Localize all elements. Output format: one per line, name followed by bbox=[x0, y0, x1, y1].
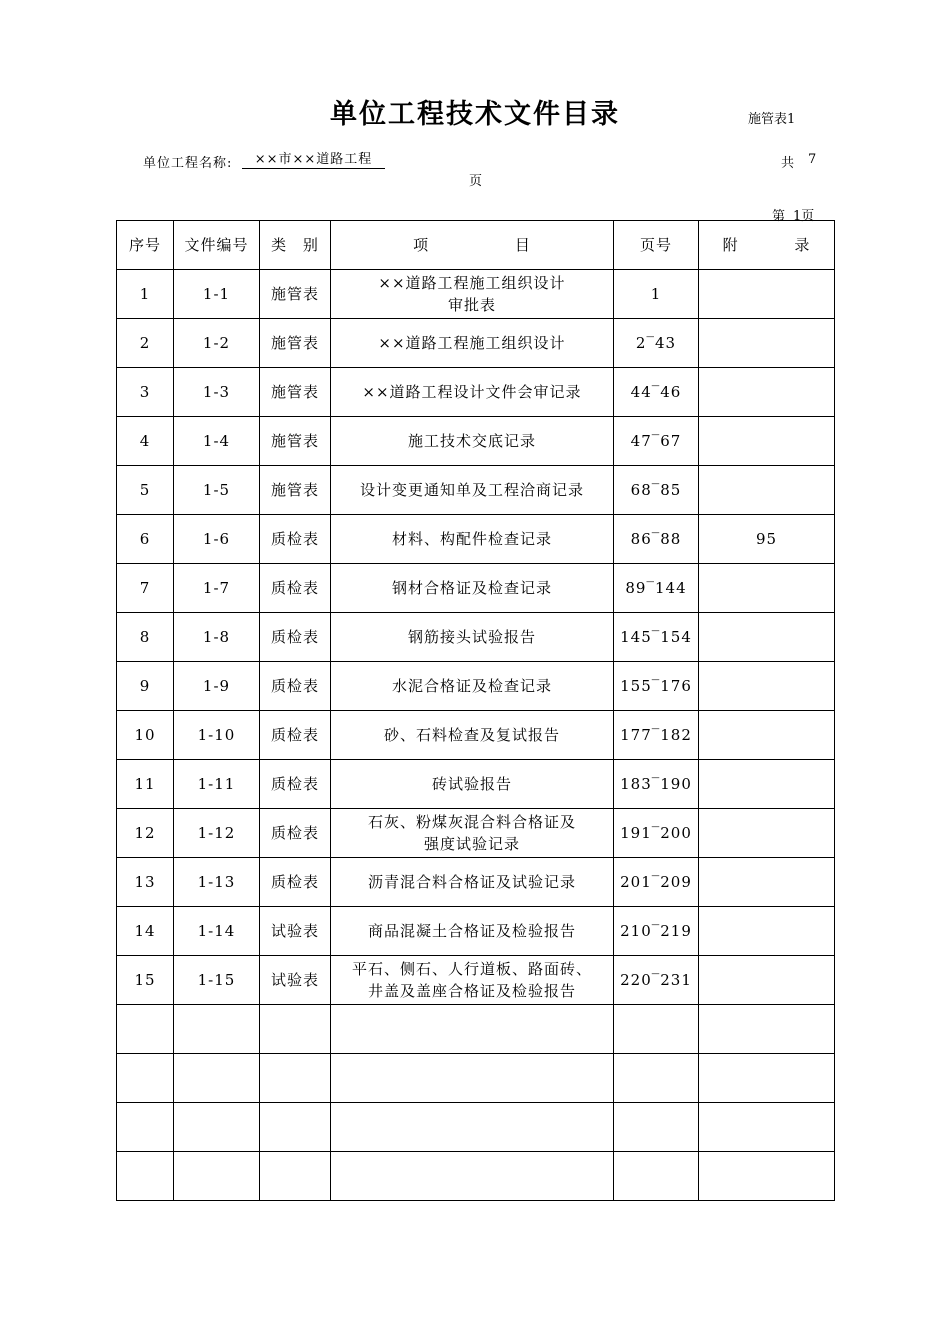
header-category: 类 别 bbox=[260, 221, 331, 270]
cell-file-code: 1-7 bbox=[174, 564, 260, 613]
table-header-row bbox=[117, 221, 835, 270]
cell-seq: 3 bbox=[117, 368, 174, 417]
table-row bbox=[117, 1103, 835, 1152]
cell-page-numbers bbox=[614, 1103, 699, 1152]
cell-file-code: 1-3 bbox=[174, 368, 260, 417]
cell-file-code: 1-10 bbox=[174, 711, 260, 760]
cell-attachment bbox=[699, 613, 835, 662]
cell-category bbox=[260, 1152, 331, 1201]
cell-file-code: 1-8 bbox=[174, 613, 260, 662]
cell-page-numbers: 2‾43 bbox=[614, 319, 699, 368]
cell-category: 质检表 bbox=[260, 760, 331, 809]
cell-category bbox=[260, 1054, 331, 1103]
cell-seq bbox=[117, 1005, 174, 1054]
cell-seq: 13 bbox=[117, 858, 174, 907]
form-code: 施管表1 bbox=[748, 112, 796, 127]
table-row bbox=[117, 613, 835, 662]
total-pages-value: 7 bbox=[808, 152, 817, 167]
cell-attachment bbox=[699, 466, 835, 515]
table-row bbox=[117, 858, 835, 907]
cell-item: 商品混凝土合格证及检验报告 bbox=[331, 907, 614, 956]
cell-seq: 14 bbox=[117, 907, 174, 956]
cell-attachment bbox=[699, 858, 835, 907]
cell-seq: 12 bbox=[117, 809, 174, 858]
cell-seq: 6 bbox=[117, 515, 174, 564]
table-row bbox=[117, 466, 835, 515]
cell-page-numbers: 86‾88 bbox=[614, 515, 699, 564]
cell-attachment bbox=[699, 662, 835, 711]
cell-seq: 8 bbox=[117, 613, 174, 662]
cell-page-numbers: 191‾200 bbox=[614, 809, 699, 858]
cell-attachment bbox=[699, 711, 835, 760]
total-pages-label: 共 bbox=[781, 156, 795, 171]
cell-page-numbers: 177‾182 bbox=[614, 711, 699, 760]
cell-file-code: 1-14 bbox=[174, 907, 260, 956]
table-row bbox=[117, 1054, 835, 1103]
cell-item: 设计变更通知单及工程洽商记录 bbox=[331, 466, 614, 515]
header-seq: 序号 bbox=[117, 221, 174, 270]
cell-category: 施管表 bbox=[260, 417, 331, 466]
cell-category: 施管表 bbox=[260, 466, 331, 515]
cell-attachment bbox=[699, 809, 835, 858]
cell-item bbox=[331, 1152, 614, 1201]
table-row bbox=[117, 417, 835, 466]
cell-attachment bbox=[699, 270, 835, 319]
cell-file-code bbox=[174, 1152, 260, 1201]
cell-seq: 15 bbox=[117, 956, 174, 1005]
cell-file-code bbox=[174, 1005, 260, 1054]
cell-seq bbox=[117, 1054, 174, 1103]
cell-category: 质检表 bbox=[260, 711, 331, 760]
cell-category: 质检表 bbox=[260, 662, 331, 711]
total-pages-unit: 页 bbox=[469, 174, 483, 189]
cell-page-numbers: 44‾46 bbox=[614, 368, 699, 417]
table-row bbox=[117, 711, 835, 760]
cell-item: 钢材合格证及检查记录 bbox=[331, 564, 614, 613]
cell-page-numbers bbox=[614, 1054, 699, 1103]
table-row bbox=[117, 1005, 835, 1054]
cell-attachment: 95 bbox=[699, 515, 835, 564]
header-attachment: 附 录 bbox=[699, 221, 835, 270]
cell-page-numbers: 1 bbox=[614, 270, 699, 319]
table-row bbox=[117, 1152, 835, 1201]
cell-seq: 7 bbox=[117, 564, 174, 613]
cell-attachment bbox=[699, 417, 835, 466]
cell-category: 试验表 bbox=[260, 907, 331, 956]
cell-attachment bbox=[699, 564, 835, 613]
cell-attachment bbox=[699, 1103, 835, 1152]
cell-file-code bbox=[174, 1054, 260, 1103]
table-row bbox=[117, 564, 835, 613]
cell-attachment bbox=[699, 760, 835, 809]
cell-file-code: 1-6 bbox=[174, 515, 260, 564]
document-title: 单位工程技术文件目录 bbox=[330, 99, 620, 130]
cell-item bbox=[331, 1103, 614, 1152]
cell-item: 砖试验报告 bbox=[331, 760, 614, 809]
cell-seq: 5 bbox=[117, 466, 174, 515]
cell-category: 质检表 bbox=[260, 564, 331, 613]
cell-category: 质检表 bbox=[260, 858, 331, 907]
cell-seq bbox=[117, 1152, 174, 1201]
cell-page-numbers: 89‾144 bbox=[614, 564, 699, 613]
cell-page-numbers: 201‾209 bbox=[614, 858, 699, 907]
table-row bbox=[117, 319, 835, 368]
cell-page-numbers: 183‾190 bbox=[614, 760, 699, 809]
cell-seq: 11 bbox=[117, 760, 174, 809]
table-row bbox=[117, 809, 835, 858]
cell-attachment bbox=[699, 907, 835, 956]
table-row bbox=[117, 270, 835, 319]
table-row bbox=[117, 368, 835, 417]
cell-file-code: 1-5 bbox=[174, 466, 260, 515]
page-number-label: 第 bbox=[772, 209, 786, 224]
cell-file-code bbox=[174, 1103, 260, 1152]
cell-page-numbers: 47‾67 bbox=[614, 417, 699, 466]
cell-attachment bbox=[699, 368, 835, 417]
cell-seq: 10 bbox=[117, 711, 174, 760]
cell-attachment bbox=[699, 1152, 835, 1201]
cell-item: ××道路工程设计文件会审记录 bbox=[331, 368, 614, 417]
cell-page-numbers: 210‾219 bbox=[614, 907, 699, 956]
cell-attachment bbox=[699, 1005, 835, 1054]
cell-item: 砂、石料检查及复试报告 bbox=[331, 711, 614, 760]
table-body bbox=[117, 270, 835, 1201]
table-row bbox=[117, 760, 835, 809]
cell-item: ××道路工程施工组织设计 审批表 bbox=[331, 270, 614, 319]
cell-page-numbers: 155‾176 bbox=[614, 662, 699, 711]
cell-item: ××道路工程施工组织设计 bbox=[331, 319, 614, 368]
cell-item bbox=[331, 1054, 614, 1103]
cell-file-code: 1-12 bbox=[174, 809, 260, 858]
cell-page-numbers bbox=[614, 1005, 699, 1054]
cell-file-code: 1-13 bbox=[174, 858, 260, 907]
header-page-numbers: 页号 bbox=[614, 221, 699, 270]
cell-file-code: 1-1 bbox=[174, 270, 260, 319]
cell-category: 试验表 bbox=[260, 956, 331, 1005]
unit-project-value: ××市××道路工程 bbox=[242, 152, 385, 169]
unit-project-label: 单位工程名称: bbox=[143, 156, 233, 171]
cell-category: 质检表 bbox=[260, 809, 331, 858]
cell-item: 施工技术交底记录 bbox=[331, 417, 614, 466]
cell-seq: 9 bbox=[117, 662, 174, 711]
cell-file-code: 1-15 bbox=[174, 956, 260, 1005]
cell-seq: 2 bbox=[117, 319, 174, 368]
cell-file-code: 1-9 bbox=[174, 662, 260, 711]
cell-category: 施管表 bbox=[260, 319, 331, 368]
cell-category: 施管表 bbox=[260, 368, 331, 417]
cell-item: 钢筋接头试验报告 bbox=[331, 613, 614, 662]
cell-item: 平石、侧石、人行道板、路面砖、 井盖及盖座合格证及检验报告 bbox=[331, 956, 614, 1005]
cell-page-numbers: 145‾154 bbox=[614, 613, 699, 662]
cell-item: 材料、构配件检查记录 bbox=[331, 515, 614, 564]
cell-file-code: 1-11 bbox=[174, 760, 260, 809]
cell-seq: 1 bbox=[117, 270, 174, 319]
cell-category: 施管表 bbox=[260, 270, 331, 319]
table-row bbox=[117, 515, 835, 564]
table-row bbox=[117, 907, 835, 956]
header-item: 项 目 bbox=[331, 221, 614, 270]
cell-item bbox=[331, 1005, 614, 1054]
cell-item: 沥青混合料合格证及试验记录 bbox=[331, 858, 614, 907]
cell-category bbox=[260, 1005, 331, 1054]
file-catalog-table bbox=[116, 220, 835, 1201]
page-number-value: 1页 bbox=[793, 209, 815, 224]
cell-attachment bbox=[699, 956, 835, 1005]
header-file-code: 文件编号 bbox=[174, 221, 260, 270]
cell-page-numbers: 68‾85 bbox=[614, 466, 699, 515]
cell-item: 石灰、粉煤灰混合料合格证及 强度试验记录 bbox=[331, 809, 614, 858]
cell-item: 水泥合格证及检查记录 bbox=[331, 662, 614, 711]
cell-seq bbox=[117, 1103, 174, 1152]
table-row bbox=[117, 662, 835, 711]
cell-page-numbers: 220‾231 bbox=[614, 956, 699, 1005]
cell-seq: 4 bbox=[117, 417, 174, 466]
cell-page-numbers bbox=[614, 1152, 699, 1201]
cell-category bbox=[260, 1103, 331, 1152]
table-row bbox=[117, 956, 835, 1005]
cell-attachment bbox=[699, 1054, 835, 1103]
cell-file-code: 1-2 bbox=[174, 319, 260, 368]
cell-file-code: 1-4 bbox=[174, 417, 260, 466]
cell-category: 质检表 bbox=[260, 613, 331, 662]
cell-attachment bbox=[699, 319, 835, 368]
cell-category: 质检表 bbox=[260, 515, 331, 564]
